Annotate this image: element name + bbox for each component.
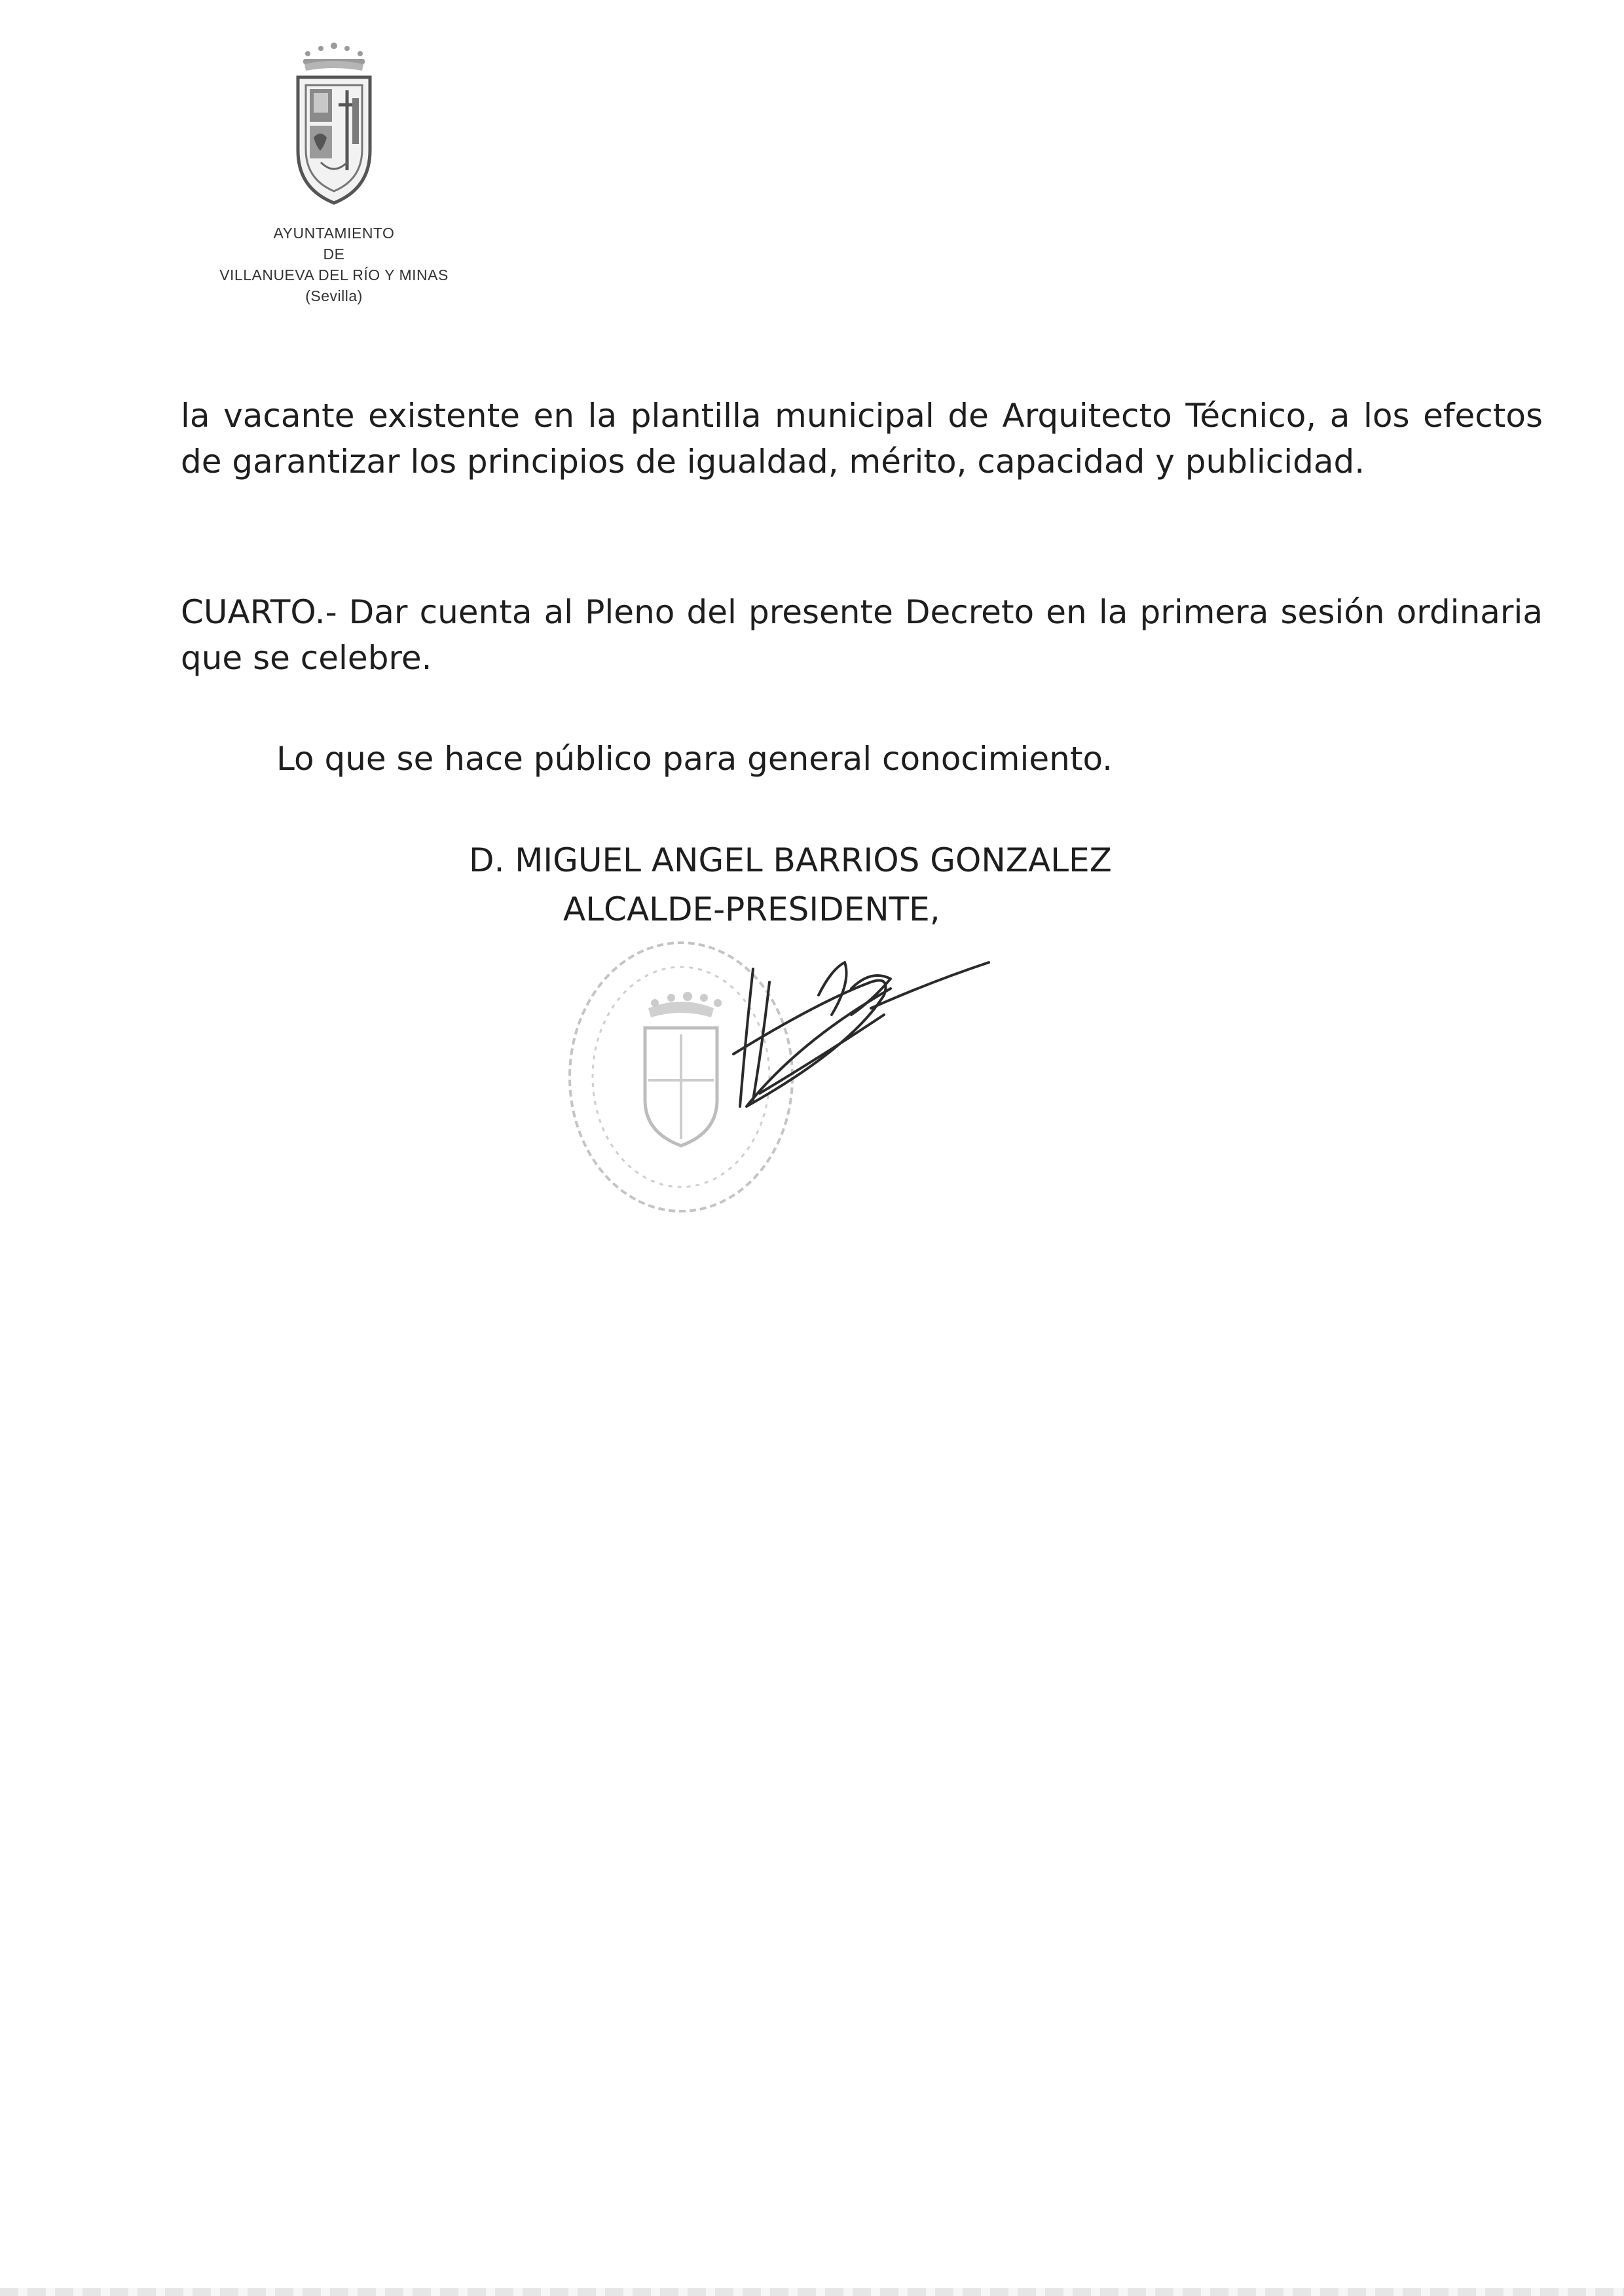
organization-name [151, 223, 517, 306]
closing-statement: Lo que se hace público para general conocimiento. [276, 740, 1113, 778]
body-paragraph-1: la vacante existente en la plantilla municipal de Arquitecto Técnico, a los efectos de garantizar los principios de igualdad, mérito, capacidad y publicidad. [181, 397, 1543, 481]
handwritten-signature [655, 943, 995, 1133]
municipal-crest-icon [285, 39, 383, 210]
letterhead [151, 39, 517, 306]
body-paragraph-cuarto: CUARTO.- Dar cuenta al Pleno del presente Decreto en la primera sesión ordinaria que se celebre. [181, 593, 1543, 677]
scan-edge-artifact [0, 2288, 1624, 2296]
org-line-2: DE [323, 246, 345, 263]
org-line-4: (Sevilla) [305, 287, 363, 304]
signer-title: ALCALDE-PRESIDENTE, [563, 890, 940, 928]
org-line-1: AYUNTAMIENTO [273, 225, 395, 242]
org-line-3: VILLANUEVA DEL RÍO Y MINAS [219, 266, 449, 283]
signer-name: D. MIGUEL ANGEL BARRIOS GONZALEZ [469, 841, 1112, 879]
